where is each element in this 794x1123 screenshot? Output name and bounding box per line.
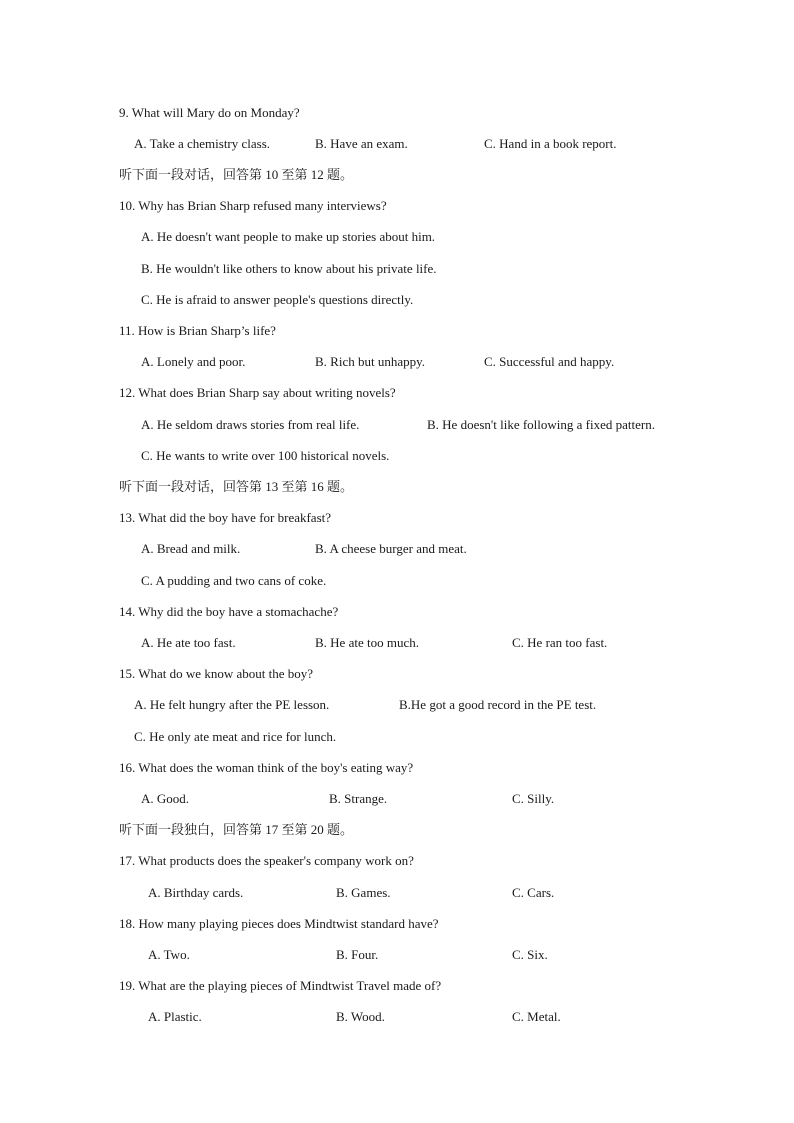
option-19c: C. Metal. (512, 1009, 561, 1024)
option-16c: C. Silly. (512, 791, 555, 806)
option-9b: B. Have an exam. (315, 136, 408, 151)
option-14c: C. He ran too fast. (512, 635, 608, 650)
option-12c: C. He wants to write over 100 historical novels. (141, 448, 390, 463)
section-instruction-2: 听下面一段对话，回答第 13 至第 16 题。 (119, 479, 354, 494)
question-12: 12. What does Brian Sharp say about writing novels? (119, 385, 396, 400)
option-18c: C. Six. (512, 947, 548, 962)
section-instruction-1: 听下面一段对话，回答第 10 至第 12 题。 (119, 167, 354, 182)
question-15: 15. What do we know about the boy? (119, 666, 313, 681)
option-15b: B.He got a good record in the PE test. (399, 697, 597, 712)
question-17: 17. What products does the speaker's company work on? (119, 853, 414, 868)
option-9a: A. Take a chemistry class. (134, 136, 271, 151)
option-11a: A. Lonely and poor. (141, 354, 246, 369)
question-19: 19. What are the playing pieces of Mindtwist Travel made of? (119, 978, 442, 993)
option-10a: A. He doesn't want people to make up stories about him. (141, 229, 436, 244)
option-18a: A. Two. (148, 947, 190, 962)
option-14a: A. He ate too fast. (141, 635, 236, 650)
option-17b: B. Games. (336, 885, 391, 900)
option-10b: B. He wouldn't like others to know about his private life. (141, 261, 437, 276)
question-9: 9. What will Mary do on Monday? (119, 105, 300, 120)
option-15a: A. He felt hungry after the PE lesson. (134, 697, 330, 712)
option-13a: A. Bread and milk. (141, 541, 241, 556)
option-13c: C. A pudding and two cans of coke. (141, 573, 327, 588)
question-13: 13. What did the boy have for breakfast? (119, 510, 332, 525)
option-9c: C. Hand in a book report. (484, 136, 617, 151)
option-16b: B. Strange. (329, 791, 388, 806)
question-10: 10. Why has Brian Sharp refused many interviews? (119, 198, 387, 213)
option-17c: C. Cars. (512, 885, 555, 900)
question-16: 16. What does the woman think of the boy's eating way? (119, 760, 414, 775)
option-12b: B. He doesn't like following a fixed pattern. (427, 417, 655, 432)
section-instruction-3: 听下面一段独白，回答第 17 至第 20 题。 (119, 822, 354, 837)
question-18: 18. How many playing pieces does Mindtwist standard have? (119, 916, 439, 931)
option-17a: A. Birthday cards. (148, 885, 244, 900)
option-19a: A. Plastic. (148, 1009, 202, 1024)
option-15c: C. He only ate meat and rice for lunch. (134, 729, 337, 744)
option-10c: C. He is afraid to answer people's questions directly. (141, 292, 414, 307)
option-12a: A. He seldom draws stories from real life. (141, 417, 360, 432)
option-16a: A. Good. (141, 791, 190, 806)
option-11c: C. Successful and happy. (484, 354, 615, 369)
option-11b: B. Rich but unhappy. (315, 354, 426, 369)
option-14b: B. He ate too much. (315, 635, 419, 650)
option-19b: B. Wood. (336, 1009, 385, 1024)
option-18b: B. Four. (336, 947, 379, 962)
option-13b: B. A cheese burger and meat. (315, 541, 467, 556)
question-14: 14. Why did the boy have a stomachache? (119, 604, 339, 619)
question-11: 11. How is Brian Sharp’s life? (119, 323, 276, 338)
